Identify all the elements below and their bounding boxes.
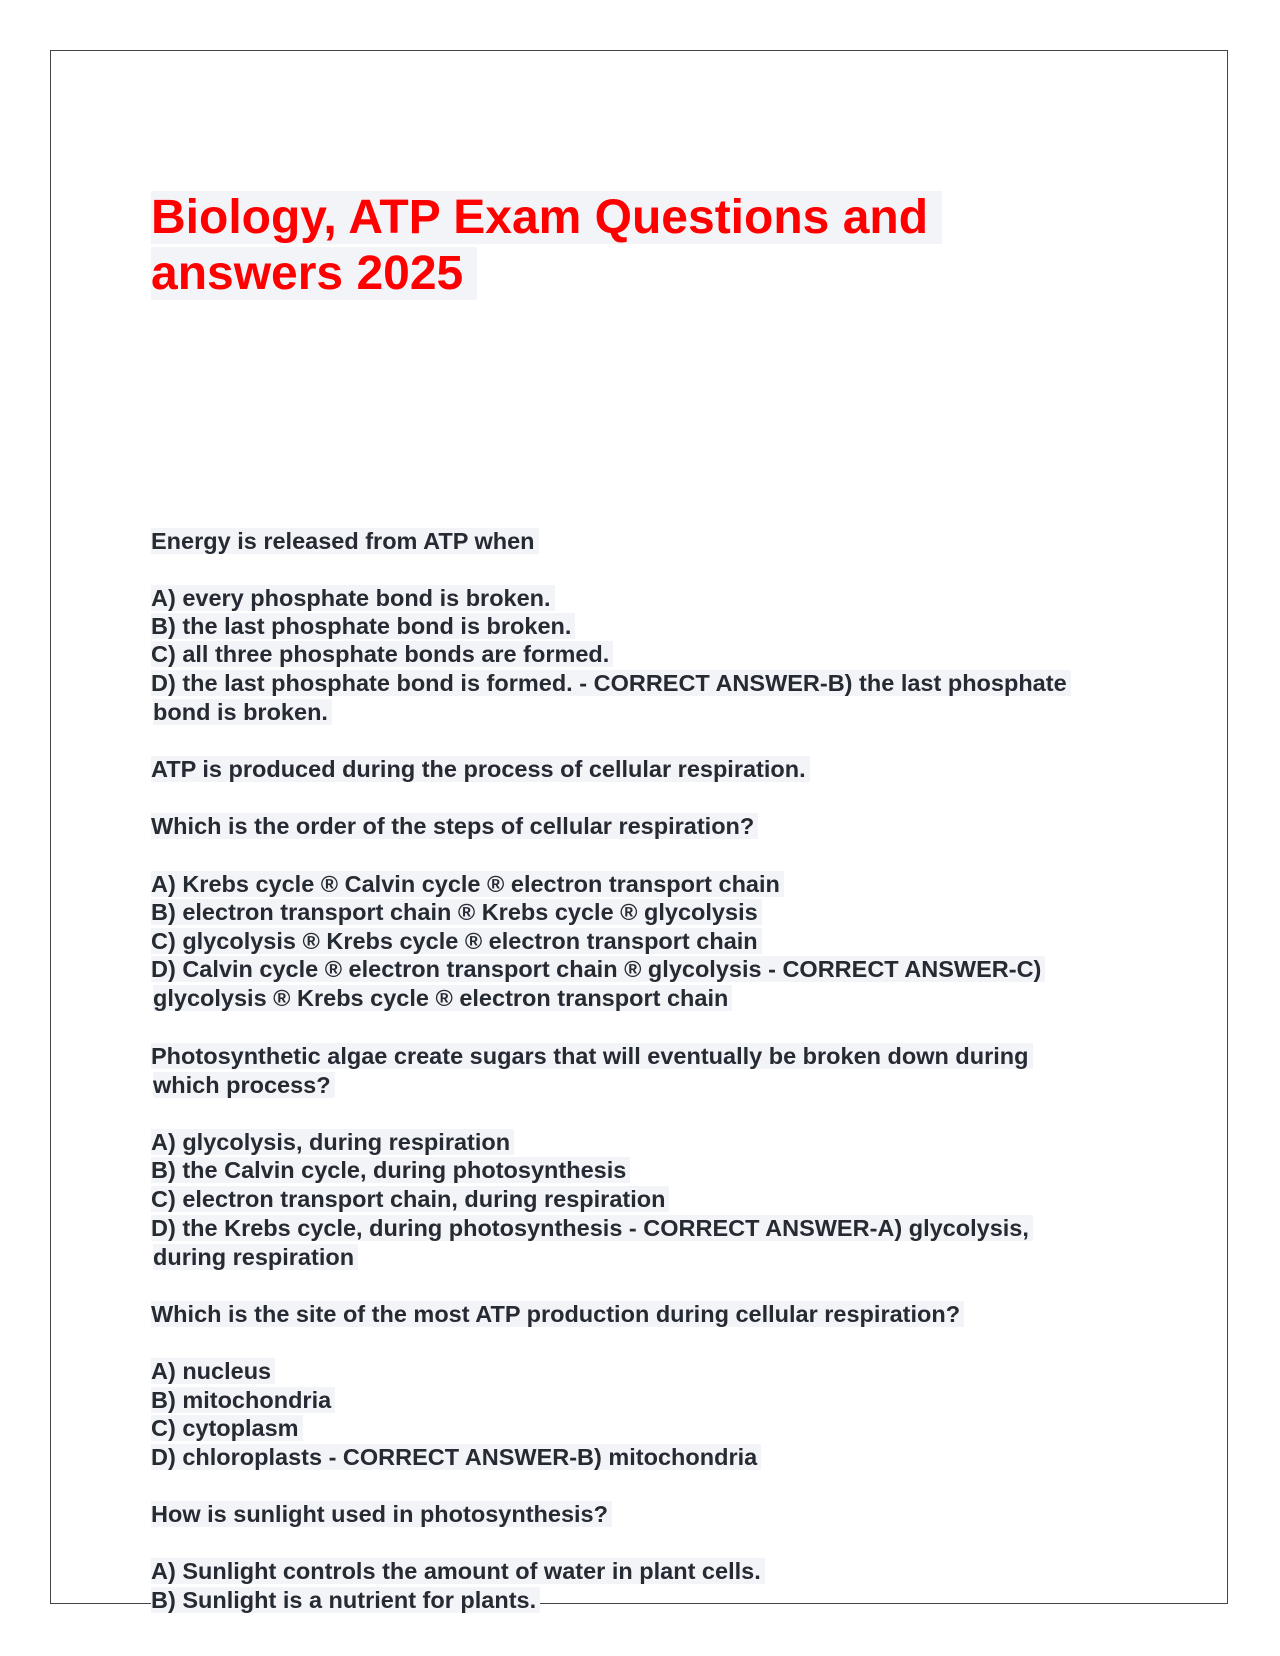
question-1-option-b: B) the last phosphate bond is broken. bbox=[151, 612, 575, 641]
question-2-option-d: D) Calvin cycle ® electron transport chain ® glycolysis - CORRECT ANSWER-C) bbox=[151, 955, 1045, 984]
question-5-option-b: B) Sunlight is a nutrient for plants. bbox=[151, 1586, 540, 1615]
question-4-stem: Which is the site of the most ATP production during cellular respiration? bbox=[151, 1300, 964, 1329]
question-3-option-a: A) glycolysis, during respiration bbox=[151, 1128, 514, 1157]
question-3-stem-continued: which process? bbox=[153, 1071, 335, 1100]
question-5-stem: How is sunlight used in photosynthesis? bbox=[151, 1500, 612, 1529]
question-3-option-d: D) the Krebs cycle, during photosynthesis - CORRECT ANSWER-A) glycolysis, bbox=[151, 1214, 1033, 1243]
question-4-option-b: B) mitochondria bbox=[151, 1386, 335, 1415]
question-3-option-b: B) the Calvin cycle, during photosynthesis bbox=[151, 1156, 630, 1185]
question-5-option-a: A) Sunlight controls the amount of water in plant cells. bbox=[151, 1557, 765, 1586]
document-title: Biology, ATP Exam Questions and answers 2025 bbox=[151, 190, 951, 302]
question-4-option-a: A) nucleus bbox=[151, 1357, 275, 1386]
question-1-option-a: A) every phosphate bond is broken. bbox=[151, 584, 555, 613]
question-2-stem: Which is the order of the steps of cellular respiration? bbox=[151, 812, 758, 841]
question-2-option-a: A) Krebs cycle ® Calvin cycle ® electron transport chain bbox=[151, 870, 784, 899]
question-1-option-c: C) all three phosphate bonds are formed. bbox=[151, 640, 613, 669]
question-2-answer-continued: glycolysis ® Krebs cycle ® electron transport chain bbox=[153, 984, 732, 1013]
question-1-answer-continued: bond is broken. bbox=[153, 698, 332, 727]
question-2-intro: ATP is produced during the process of cellular respiration. bbox=[151, 755, 810, 784]
question-4-option-d: D) chloroplasts - CORRECT ANSWER-B) mitochondria bbox=[151, 1443, 761, 1472]
question-4-option-c: C) cytoplasm bbox=[151, 1414, 303, 1443]
question-2-option-b: B) electron transport chain ® Krebs cycle ® glycolysis bbox=[151, 898, 762, 927]
question-3-answer-continued: during respiration bbox=[153, 1243, 358, 1272]
question-3-stem: Photosynthetic algae create sugars that will eventually be broken down during bbox=[151, 1042, 1033, 1071]
question-2-option-c: C) glycolysis ® Krebs cycle ® electron transport chain bbox=[151, 927, 762, 956]
question-1-option-d: D) the last phosphate bond is formed. - CORRECT ANSWER-B) the last phosphate bbox=[151, 669, 1071, 698]
question-3-option-c: C) electron transport chain, during respiration bbox=[151, 1185, 669, 1214]
question-1-stem: Energy is released from ATP when bbox=[151, 527, 539, 556]
